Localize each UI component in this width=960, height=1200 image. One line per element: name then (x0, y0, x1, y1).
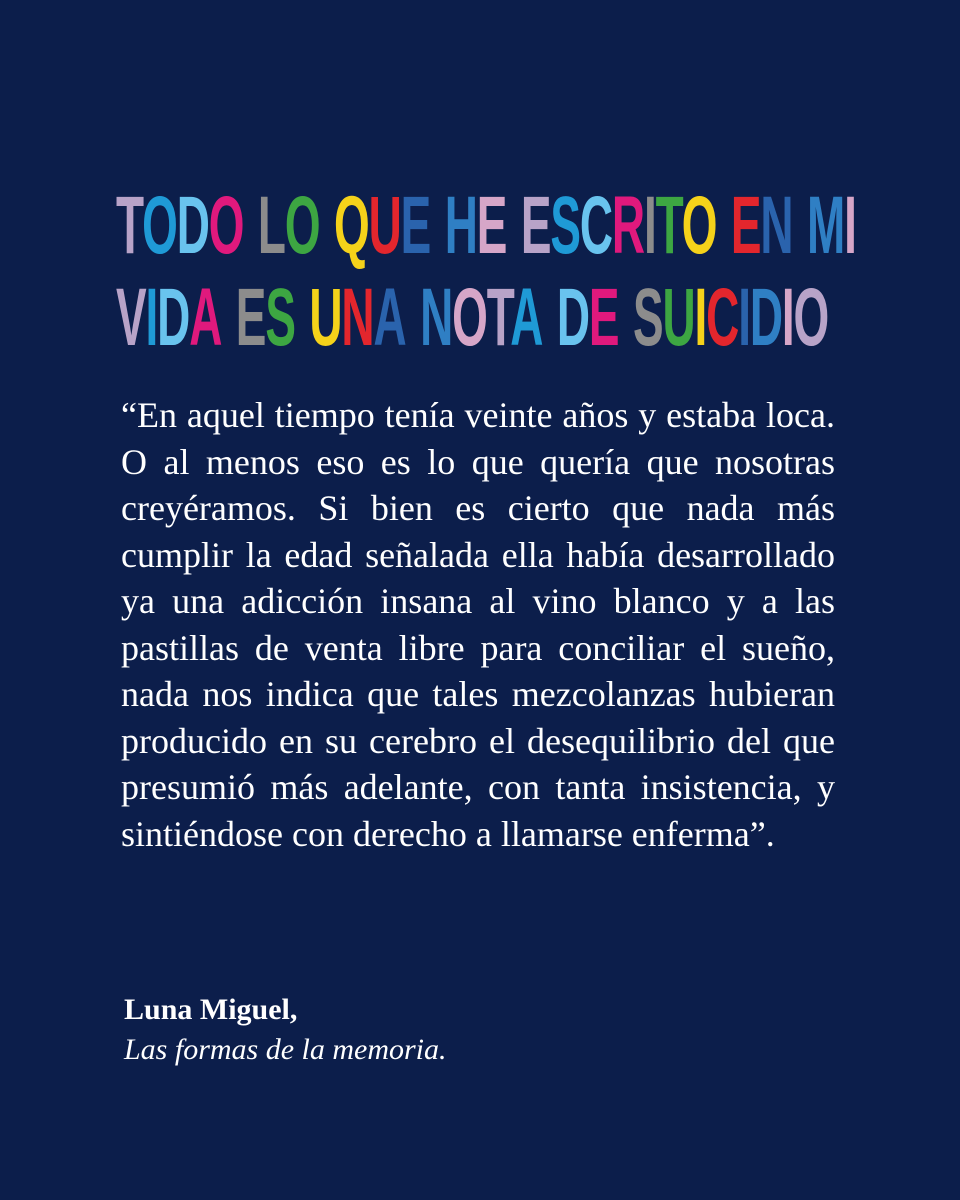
headline-line-2 (116, 272, 829, 364)
headline-letter: E (520, 180, 551, 271)
headline-letter: R (611, 180, 644, 271)
headline-letter: H (444, 180, 477, 271)
book-title: Las formas de la memoria. (124, 1033, 447, 1066)
headline-space (792, 180, 807, 272)
headline-letter: O (452, 272, 487, 363)
headline-letter: L (257, 180, 285, 271)
headline-letter: I (694, 272, 707, 363)
headline-letter: N (341, 272, 374, 363)
headline-space (221, 272, 236, 364)
headline-space (506, 180, 521, 272)
headline-letter: O (208, 180, 244, 271)
headline-letter: S (265, 272, 295, 363)
headline (116, 180, 856, 364)
headline-letter: Q (334, 180, 369, 271)
attribution (124, 990, 838, 1070)
headline-letter: I (643, 180, 656, 271)
headline-letter: O (284, 180, 320, 271)
headline-letter: E (476, 180, 507, 271)
headline-letter: S (550, 180, 580, 271)
headline-letter: T (486, 272, 511, 363)
headline-line-1 (116, 180, 856, 272)
headline-letter: T (655, 180, 682, 271)
headline-letter: O (142, 180, 177, 271)
headline-letter: D (176, 180, 209, 271)
headline-letter: A (373, 272, 406, 363)
headline-space (295, 272, 310, 364)
headline-letter: I (738, 272, 750, 363)
headline-letter: T (116, 180, 143, 271)
headline-letter: U (662, 272, 695, 363)
headline-letter: E (235, 272, 266, 363)
headline-letter: N (760, 180, 793, 271)
headline-letter: I (844, 180, 856, 271)
headline-space (430, 180, 445, 272)
headline-letter: I (145, 272, 158, 363)
headline-letter: N (420, 272, 453, 363)
headline-letter: D (556, 272, 589, 363)
headline-letter: V (116, 272, 146, 363)
headline-letter: D (749, 272, 782, 363)
headline-letter: O (681, 180, 717, 271)
headline-letter: U (368, 180, 401, 271)
headline-space (406, 272, 421, 364)
headline-letter: S (632, 272, 663, 363)
headline-letter: E (588, 272, 619, 363)
headline-space (319, 180, 334, 272)
headline-space (716, 180, 731, 272)
headline-space (243, 180, 258, 272)
headline-letter: E (730, 180, 761, 271)
headline-letter: A (189, 272, 222, 363)
headline-letter: A (510, 272, 543, 363)
headline-letter: I (781, 272, 794, 363)
headline-letter: E (400, 180, 431, 271)
headline-letter: C (579, 180, 612, 271)
headline-letter: D (157, 272, 190, 363)
headline-space (618, 272, 633, 364)
author-name: Luna Miguel, (124, 993, 298, 1026)
headline-letter: U (309, 272, 342, 363)
headline-letter: M (806, 180, 845, 271)
headline-letter: O (793, 272, 829, 363)
quote-text: “En aquel tiempo tenía veinte años y estaba loca. O al menos eso es lo que quería que nosotras creyéramos. Si bien es cierto que nada más cumplir la edad señalada ella había desarrollado ya una adicción insana al vino blanco y a las pastillas de venta libre para conciliar el sueño, nada nos indica que tales mezcolanzas hubieran producido en su cerebro el desequilibrio del que presumió más adelante, con tanta insistencia, y sintiéndose con derecho a llamarse enferma”. (121, 395, 835, 854)
headline-space (542, 272, 557, 364)
headline-letter: C (706, 272, 739, 363)
